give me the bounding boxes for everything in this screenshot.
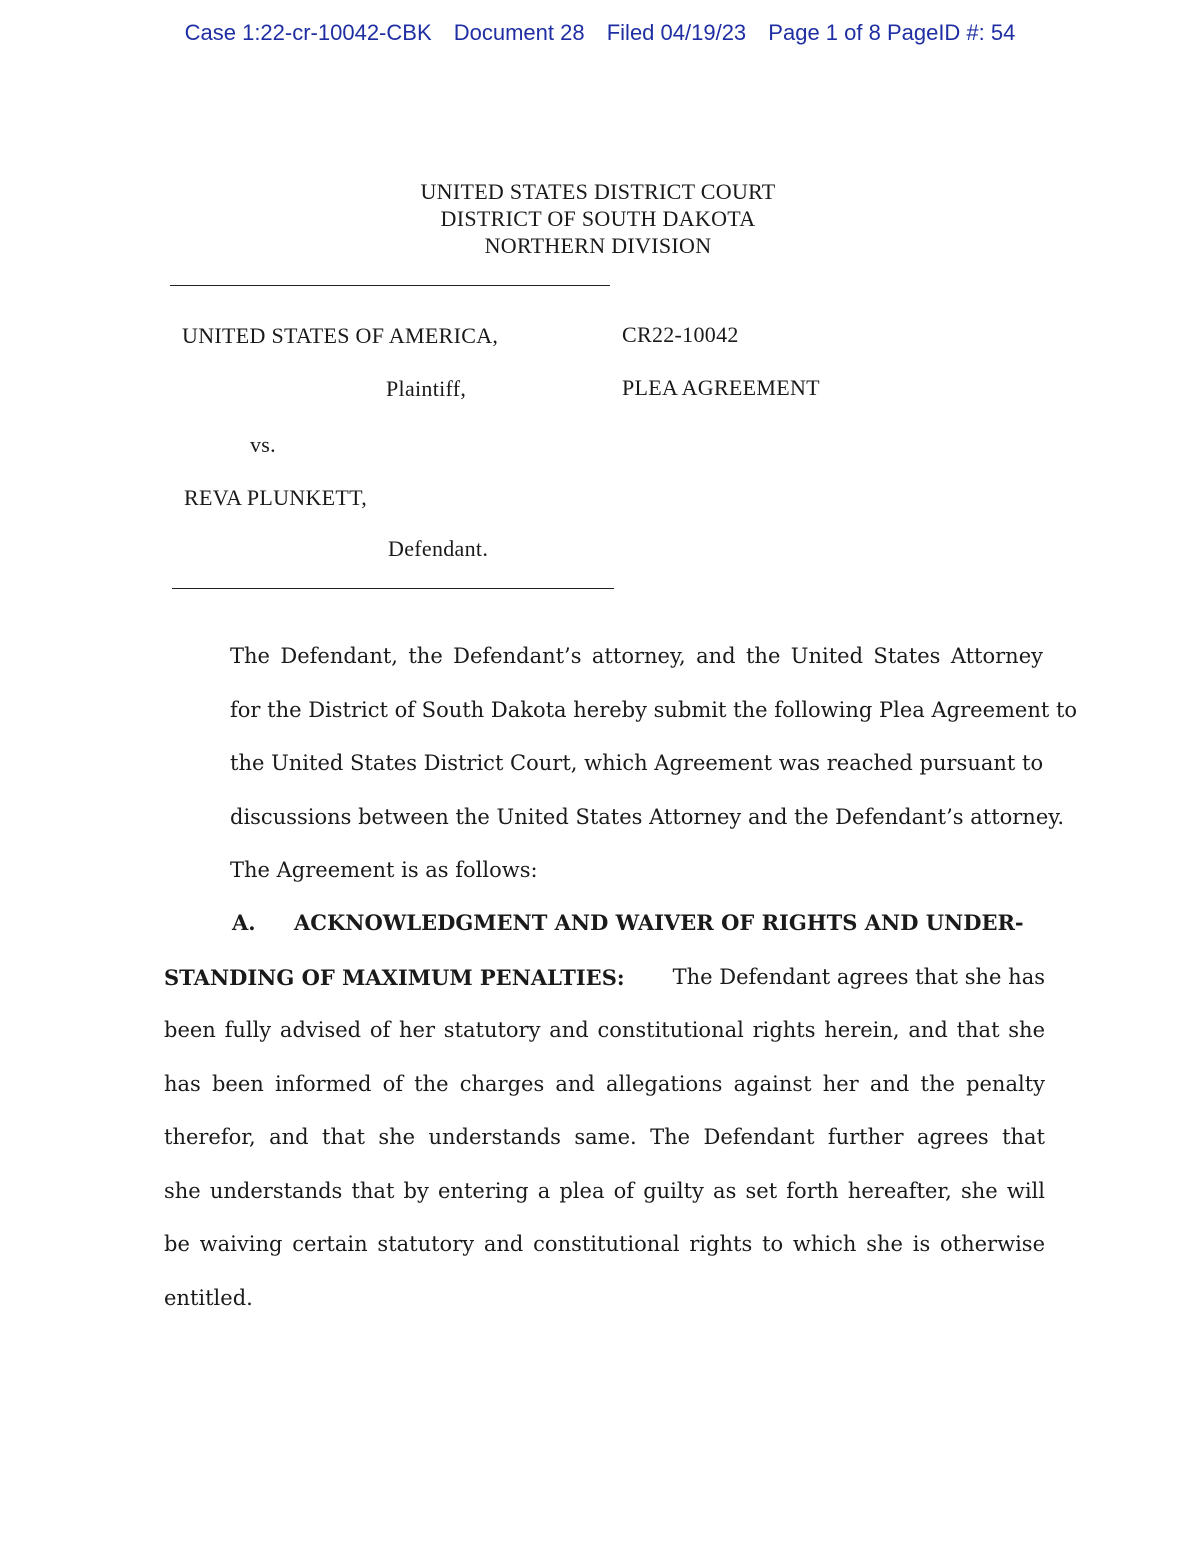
- section-a-line: has been informed of the charges and allegations against her and the penalty: [164, 1071, 1045, 1096]
- ecf-page-id: Page 1 of 8 PageID #: 54: [768, 20, 1016, 45]
- intro-line: The Agreement is as follows:: [230, 858, 538, 882]
- section-a-heading-1: ACKNOWLEDGMENT AND WAIVER OF RIGHTS AND UNDER-: [294, 910, 1024, 935]
- caption-top-rule: [170, 285, 610, 286]
- intro-line: the United States District Court, which Agreement was reached pursuant to: [230, 751, 1044, 775]
- section-a-line: be waiving certain statutory and constitutional rights to which she is otherwise: [164, 1232, 1045, 1256]
- section-a-line: entitled.: [164, 1285, 253, 1310]
- ecf-header: [0, 20, 1200, 46]
- document-title: PLEA AGREEMENT: [622, 375, 820, 400]
- section-a-letter: A.: [232, 910, 256, 935]
- court-district: DISTRICT OF SOUTH DAKOTA: [440, 206, 756, 231]
- plaintiff-role: Plaintiff,: [386, 376, 467, 401]
- section-a-line: therefor, and that she understands same. The Defendant further agrees that: [164, 1125, 1045, 1149]
- intro-line: The Defendant, the Defendant’s attorney, and the United States Attorney: [230, 644, 1043, 668]
- section-a-paragraph: [164, 896, 1045, 1325]
- defendant-name: REVA PLUNKETT,: [184, 485, 368, 510]
- section-a-heading-line-2: [164, 951, 1045, 1005]
- section-a-line: she understands that by entering a plea of guilty as set forth hereafter, she will: [164, 1178, 1045, 1203]
- section-a-heading-wrap: [164, 896, 1024, 951]
- court-division: NORTHERN DIVISION: [484, 233, 712, 258]
- defendant-role: Defendant.: [388, 536, 489, 561]
- plaintiff-name: UNITED STATES OF AMERICA,: [182, 323, 499, 348]
- caption-bottom-rule: [172, 588, 614, 589]
- section-a-line2-rest: The Defendant agrees that she has: [672, 964, 1045, 989]
- court-name: UNITED STATES DISTRICT COURT: [420, 179, 776, 204]
- case-number: CR22-10042: [622, 322, 739, 347]
- court-heading: [0, 178, 1200, 259]
- section-a-heading-line: [164, 896, 1045, 951]
- intro-line: discussions between the United States Attorney and the Defendant’s attorney.: [230, 804, 1065, 829]
- versus-label: vs.: [250, 432, 276, 457]
- ecf-filed-date: Filed 04/19/23: [606, 20, 747, 45]
- section-a-line: been fully advised of her statutory and constitutional rights herein, and that she: [164, 1018, 1045, 1042]
- ecf-case-number: Case 1:22-cr-10042-CBK: [184, 20, 432, 45]
- intro-line: for the District of South Dakota hereby submit the following Plea Agreement to: [230, 697, 1078, 722]
- ecf-document-number: Document 28: [453, 20, 585, 45]
- intro-paragraph: [163, 630, 1078, 898]
- section-a-heading-2: STANDING OF MAXIMUM PENALTIES:: [164, 964, 625, 990]
